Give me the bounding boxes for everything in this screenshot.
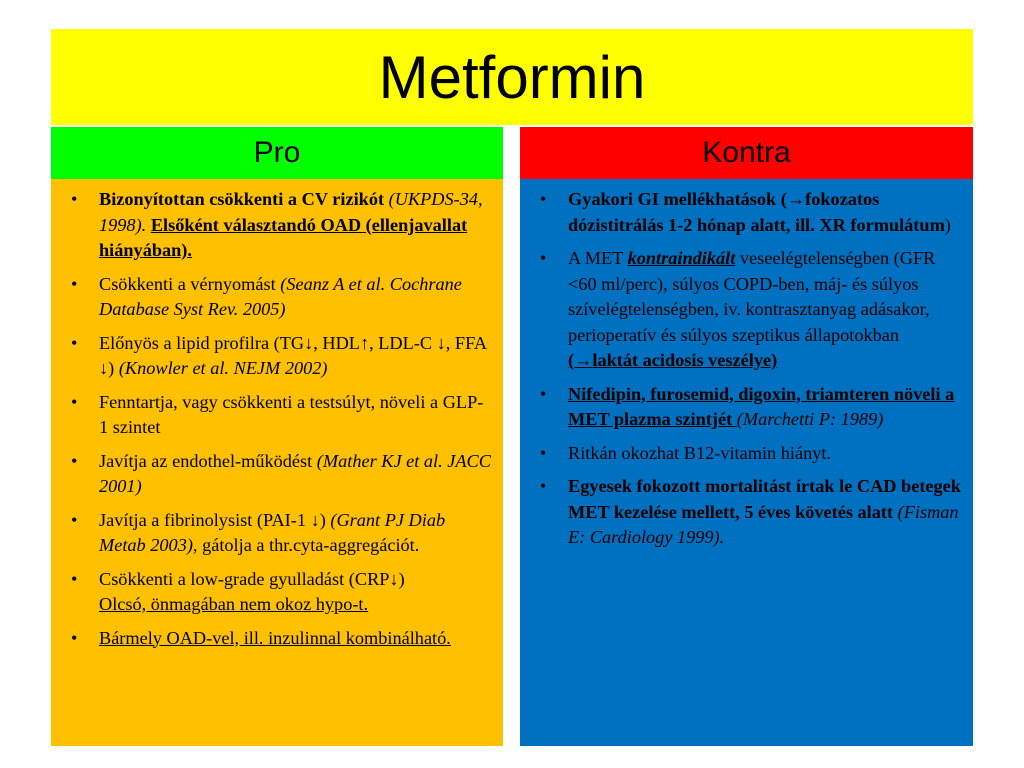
pro-list (63, 187, 491, 651)
pro-text: Csökkenti a vérnyomást (99, 273, 281, 294)
kontra-text: A MET (568, 248, 628, 268)
pro-text: Javítja az endothel-működést (99, 450, 317, 471)
pro-item (63, 331, 491, 382)
kontra-text: kontraindikált (627, 248, 736, 268)
kontra-text: (→laktát acidosis veszélye) (568, 350, 778, 370)
pro-citation: (Mather KJ et al. JACC 2001) (99, 450, 491, 496)
kontra-text: Ritkán okozhat B12-vitamin hiányt. (568, 442, 832, 463)
kontra-citation: (Marchetti P: 1989) (736, 409, 884, 429)
kontra-item (532, 382, 961, 433)
pro-citation: (Seanz A et al. Cochrane Database Syst Rev. 2005) (99, 273, 462, 319)
pro-text: gátolja a thr.cyta-aggregációt. (197, 535, 420, 555)
kontra-text: ) (944, 214, 951, 235)
kontra-item (532, 441, 961, 467)
pro-text: Javítja a fibrinolysist (PAI-1 ↓) (99, 509, 331, 530)
pro-text: Bizonyítottan csökkenti a CV rizikót (99, 189, 385, 209)
pro-item (63, 567, 491, 618)
kontra-text: Nifedipin, furosemid, digoxin, triamteren növeli a MET plazma szintjét (568, 383, 955, 429)
page-title: Metformin (378, 43, 646, 111)
pro-item (63, 626, 491, 652)
pro-item (63, 390, 491, 441)
pro-item (63, 508, 491, 559)
title-bar (51, 29, 973, 125)
kontra-item (532, 474, 961, 551)
pro-text: Bármely OAD-vel, ill. inzulinnal kombinálható. (99, 627, 451, 648)
kontra-item (532, 246, 961, 374)
pro-column (51, 179, 503, 746)
pro-text: Olcsó, önmagában nem okoz hypo-t. (99, 594, 369, 614)
pro-item (63, 187, 491, 264)
kontra-heading: Kontra (520, 127, 973, 179)
kontra-column (520, 179, 973, 746)
pro-text: Előnyös a lipid profilra (TG↓, HDL↑, LDL-C ↓, FFA ↓) (99, 332, 487, 378)
pro-citation: (Knowler et al. NEJM 2002) (118, 358, 328, 378)
pro-heading: Pro (51, 127, 503, 179)
pro-citation: (Grant PJ Diab Metab 2003), (99, 509, 446, 555)
pro-text: Csökkenti a low-grade gyulladást (CRP↓) (99, 568, 405, 589)
kontra-citation: (Fisman E: Cardiology 1999). (568, 501, 959, 547)
pro-item (63, 272, 491, 323)
kontra-list (532, 187, 961, 551)
pro-citation: (UKPDS-34, 1998). (99, 189, 483, 235)
kontra-text: Egyesek fokozott mortalitást írtak le CAD betegek MET kezelése mellett, 5 éves követés alatt (568, 476, 961, 522)
kontra-text: veseelégtelenségben (GFR <60 ml/perc), súlyos COPD-ben, máj- és súlyos szívelégtelenségben, iv. kontrasztanyag adásakor, perioperatív és súlyos szeptikus állapotokban (568, 248, 936, 345)
pro-item (63, 449, 491, 500)
kontra-item (532, 187, 961, 238)
kontra-text: Gyakori GI mellékhatások (→fokozatos dózistitrálás 1-2 hónap alatt, ill. XR formulátum (568, 189, 945, 235)
pro-text: Elsőként választandó OAD (ellenjavallat hiányában). (99, 214, 468, 260)
pro-text: Fenntartja, vagy csökkenti a testsúlyt, növeli a GLP-1 szintet (99, 391, 484, 437)
